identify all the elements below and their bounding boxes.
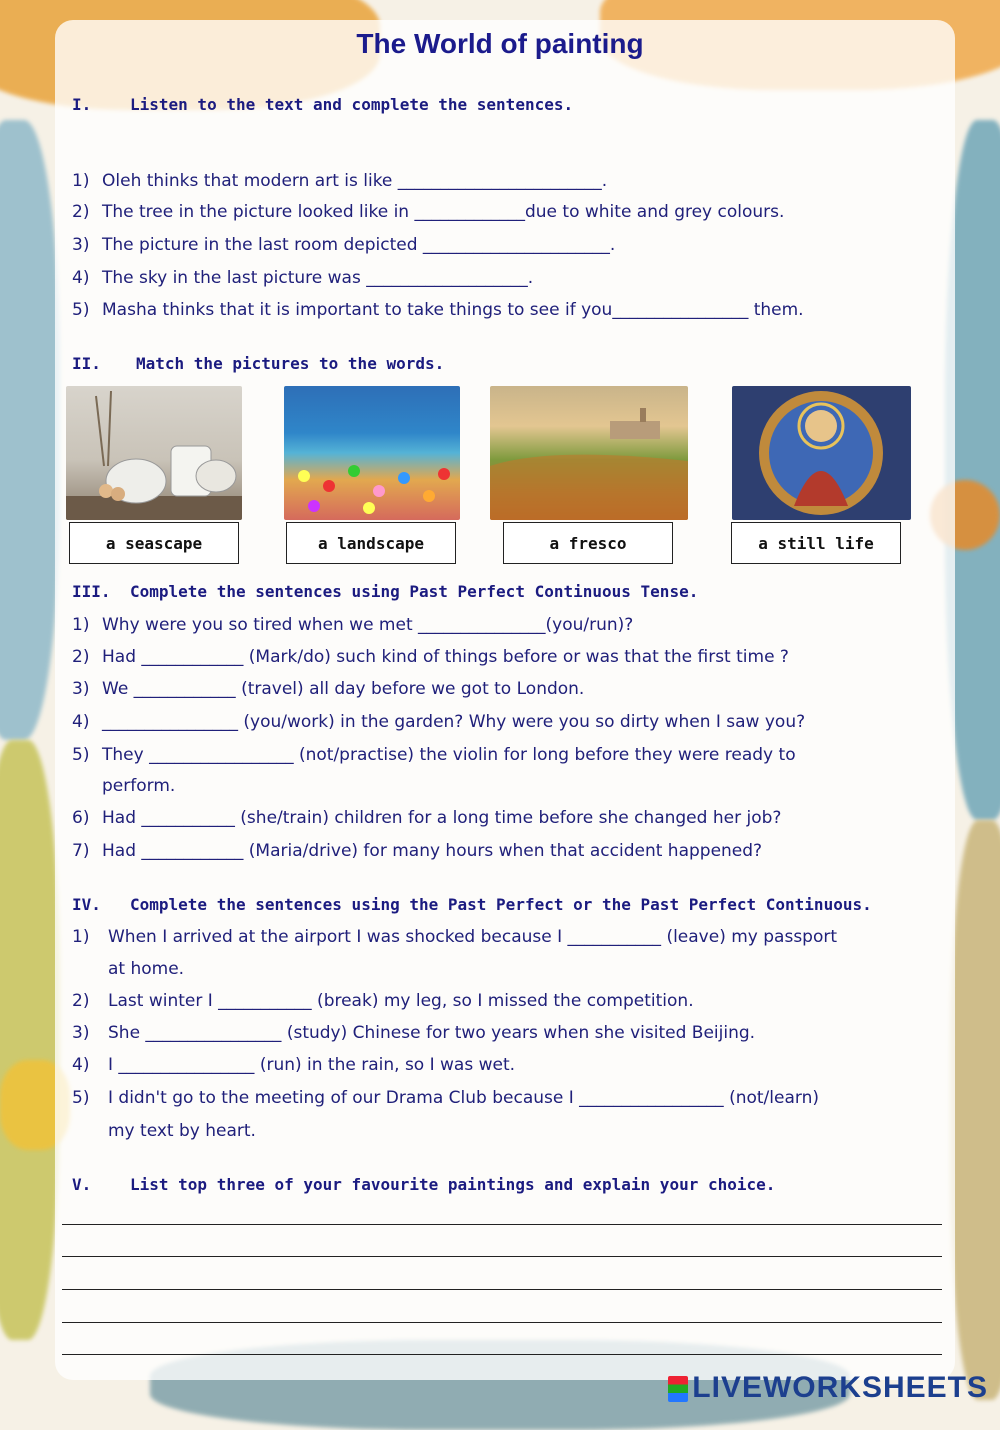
section-number: V. xyxy=(72,1175,92,1194)
item-number: 4) xyxy=(72,1055,90,1075)
answer-line[interactable] xyxy=(62,1224,942,1225)
item-text: Oleh thinks that modern art is like ________________________. xyxy=(102,171,608,191)
fresco-picture xyxy=(732,386,911,520)
item-number: 5) xyxy=(72,745,90,765)
answer-line[interactable] xyxy=(62,1322,942,1323)
logo-icon xyxy=(668,1376,688,1402)
item-continuation: perform. xyxy=(102,776,176,796)
item-text: ________________ (you/work) in the garden? Why were you so dirty when I saw you? xyxy=(102,712,806,732)
seascape-picture xyxy=(284,386,460,520)
list-item xyxy=(72,1088,819,1108)
word-box-landscape[interactable]: a landscape xyxy=(286,522,456,564)
liveworksheets-logo xyxy=(668,1371,988,1405)
landscape-picture xyxy=(490,386,688,520)
list-item xyxy=(72,712,805,732)
item-number: 5) xyxy=(72,300,90,320)
item-number: 5) xyxy=(72,1088,90,1108)
item-number: 1) xyxy=(72,615,90,635)
item-text: Had ____________ (Mark/do) such kind of things before or was that the first time ? xyxy=(102,647,789,667)
item-text: She ________________ (study) Chinese for two years when she visited Beijing. xyxy=(108,1023,756,1043)
item-text: We ____________ (travel) all day before we got to London. xyxy=(102,679,585,699)
item-number: 1) xyxy=(72,927,90,947)
word-box-fresco[interactable]: a fresco xyxy=(503,522,673,564)
item-number: 4) xyxy=(72,268,90,288)
section-title: Match the pictures to the words. xyxy=(136,354,445,373)
section-title: Complete the sentences using Past Perfect Continuous Tense. xyxy=(130,582,699,601)
item-number: 7) xyxy=(72,841,90,861)
item-text: Had ____________ (Maria/drive) for many hours when that accident happened? xyxy=(102,841,763,861)
paint-splash xyxy=(950,820,1000,1400)
item-number: 3) xyxy=(72,235,90,255)
logo-text: LIVEWORKSHEETS xyxy=(692,1371,988,1404)
item-text: They _________________ (not/practise) the violin for long before they were ready to xyxy=(102,745,796,765)
section-4-heading xyxy=(72,895,872,914)
section-number: IV. xyxy=(72,895,101,914)
item-continuation: my text by heart. xyxy=(108,1121,256,1141)
section-number: I. xyxy=(72,95,92,114)
paint-splash xyxy=(0,740,60,1340)
word-box-seascape[interactable]: a seascape xyxy=(69,522,239,564)
list-item xyxy=(72,1055,515,1075)
list-item xyxy=(72,300,804,320)
item-number: 2) xyxy=(72,647,90,667)
list-item xyxy=(72,268,533,288)
list-item xyxy=(72,841,762,861)
list-item xyxy=(72,745,796,765)
item-text: Had ___________ (she/train) children for a long time before she changed her job? xyxy=(102,808,782,828)
answer-line[interactable] xyxy=(62,1289,942,1290)
item-text: Last winter I ___________ (break) my leg, so I missed the competition. xyxy=(108,991,694,1011)
list-item xyxy=(72,171,607,191)
list-item xyxy=(72,615,633,635)
item-text: Why were you so tired when we met _______________(you/run)? xyxy=(102,615,634,635)
item-number: 4) xyxy=(72,712,90,732)
answer-line[interactable] xyxy=(62,1354,942,1355)
item-text: Masha thinks that it is important to take things to see if you________________ them. xyxy=(102,300,804,320)
answer-line[interactable] xyxy=(62,1256,942,1257)
word-box-still-life[interactable]: a still life xyxy=(731,522,901,564)
item-text: I ________________ (run) in the rain, so I was wet. xyxy=(108,1055,516,1075)
section-title: Complete the sentences using the Past Perfect or the Past Perfect Continuous. xyxy=(130,895,872,914)
list-item xyxy=(72,647,789,667)
item-number: 6) xyxy=(72,808,90,828)
list-item xyxy=(72,235,615,255)
section-title: List top three of your favourite paintings and explain your choice. xyxy=(130,1175,776,1194)
item-continuation: at home. xyxy=(108,959,185,979)
section-number: III. xyxy=(72,582,111,601)
section-number: II. xyxy=(72,354,101,373)
item-number: 1) xyxy=(72,171,90,191)
item-number: 3) xyxy=(72,679,90,699)
list-item xyxy=(72,927,837,947)
item-text: I didn't go to the meeting of our Drama Club because I _________________ (not/learn) xyxy=(108,1088,819,1108)
item-text: When I arrived at the airport I was shocked because I ___________ (leave) my passport xyxy=(108,927,838,947)
still-life-picture xyxy=(66,386,242,520)
section-3-heading xyxy=(72,582,698,601)
list-item xyxy=(72,1023,755,1043)
item-text: The tree in the picture looked like in _____________due to white and grey colours. xyxy=(102,202,785,222)
paint-splash xyxy=(0,120,60,740)
list-item xyxy=(72,679,584,699)
item-text: The picture in the last room depicted ______________________. xyxy=(102,235,616,255)
item-number: 3) xyxy=(72,1023,90,1043)
list-item xyxy=(72,991,694,1011)
list-item xyxy=(72,808,781,828)
item-number: 2) xyxy=(72,202,90,222)
item-text: The sky in the last picture was ___________________. xyxy=(102,268,534,288)
section-2-heading xyxy=(72,354,444,373)
section-1-heading xyxy=(72,95,573,114)
page-title: The World of painting xyxy=(356,28,644,59)
item-number: 2) xyxy=(72,991,90,1011)
section-5-heading xyxy=(72,1175,775,1194)
section-title: Listen to the text and complete the sentences. xyxy=(130,95,574,114)
list-item xyxy=(72,202,784,222)
